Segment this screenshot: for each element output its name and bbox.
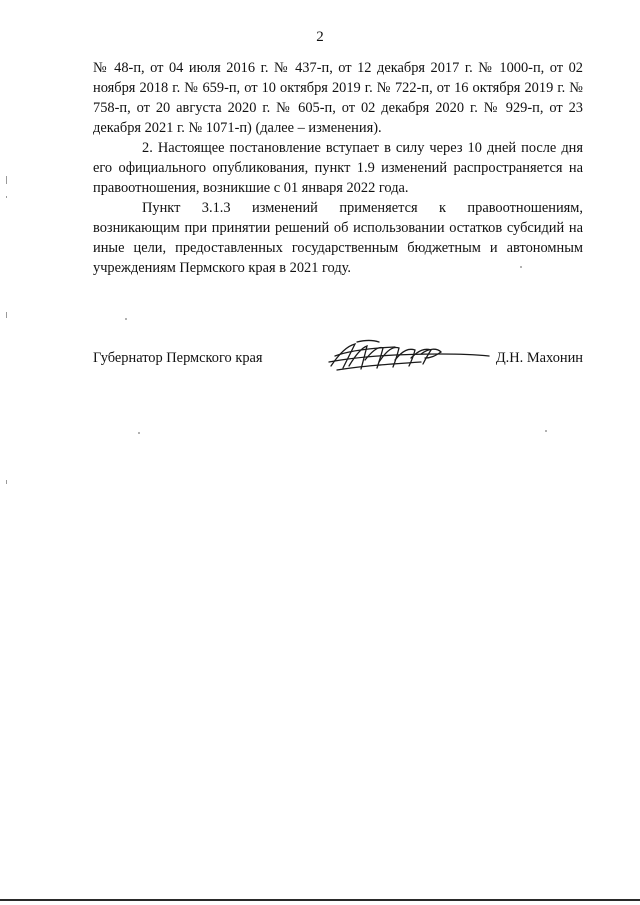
scan-speck — [545, 430, 547, 432]
signature-block — [93, 348, 583, 378]
scan-speck — [520, 266, 522, 268]
signatory-position: Губернатор Пермского края — [93, 350, 263, 366]
margin-mark — [6, 480, 7, 484]
document-body — [93, 58, 583, 278]
signatory-name: Д.Н. Махонин — [495, 350, 583, 366]
text-line: от 02 ноября 2018 г. № 659-п, от 10 октября 2019 г. № 722-п, от 16 октября — [93, 60, 583, 96]
scan-edge — [0, 899, 640, 901]
scan-speck — [125, 318, 127, 320]
margin-mark — [6, 312, 7, 318]
text-line: № 929-п, от 23 декабря 2021 г. № 1071-п) (далее – изменения). — [93, 100, 583, 136]
paragraph-2 — [93, 138, 583, 198]
text-line: на правоотношения, возникшие с 01 января 2022 года. — [93, 160, 583, 196]
scan-speck — [138, 432, 140, 434]
paragraph-3 — [93, 198, 583, 278]
text-line: 2019 г. № 758-п, от 20 августа 2020 г. № 605-п, от 02 декабря 2020 г. — [93, 80, 583, 116]
handwritten-signature — [321, 336, 491, 376]
text-line: Пункт 3.1.3 изменений применяется к правоотношениям, — [142, 200, 583, 216]
text-line: возникающим при принятии решений об использовании остатков субсидий — [93, 220, 565, 236]
text-line: на иные цели, предоставленных государственным бюджетным — [93, 220, 583, 256]
text-line: его официального опубликования, пункт 1.9 изменений распространяется — [93, 160, 563, 176]
paragraph-continuation — [93, 58, 583, 138]
margin-mark — [6, 196, 7, 198]
text-line: и автономным учреждениям Пермского края в 2021 году. — [93, 240, 583, 276]
margin-mark — [6, 176, 7, 184]
text-line: № 48-п, от 04 июля 2016 г. № 437-п, от 12 декабря 2017 г. № 1000-п, — [93, 60, 545, 76]
text-line: 2. Настоящее постановление вступает в силу через 10 дней после дня — [142, 140, 583, 156]
page-number: 2 — [316, 29, 324, 45]
